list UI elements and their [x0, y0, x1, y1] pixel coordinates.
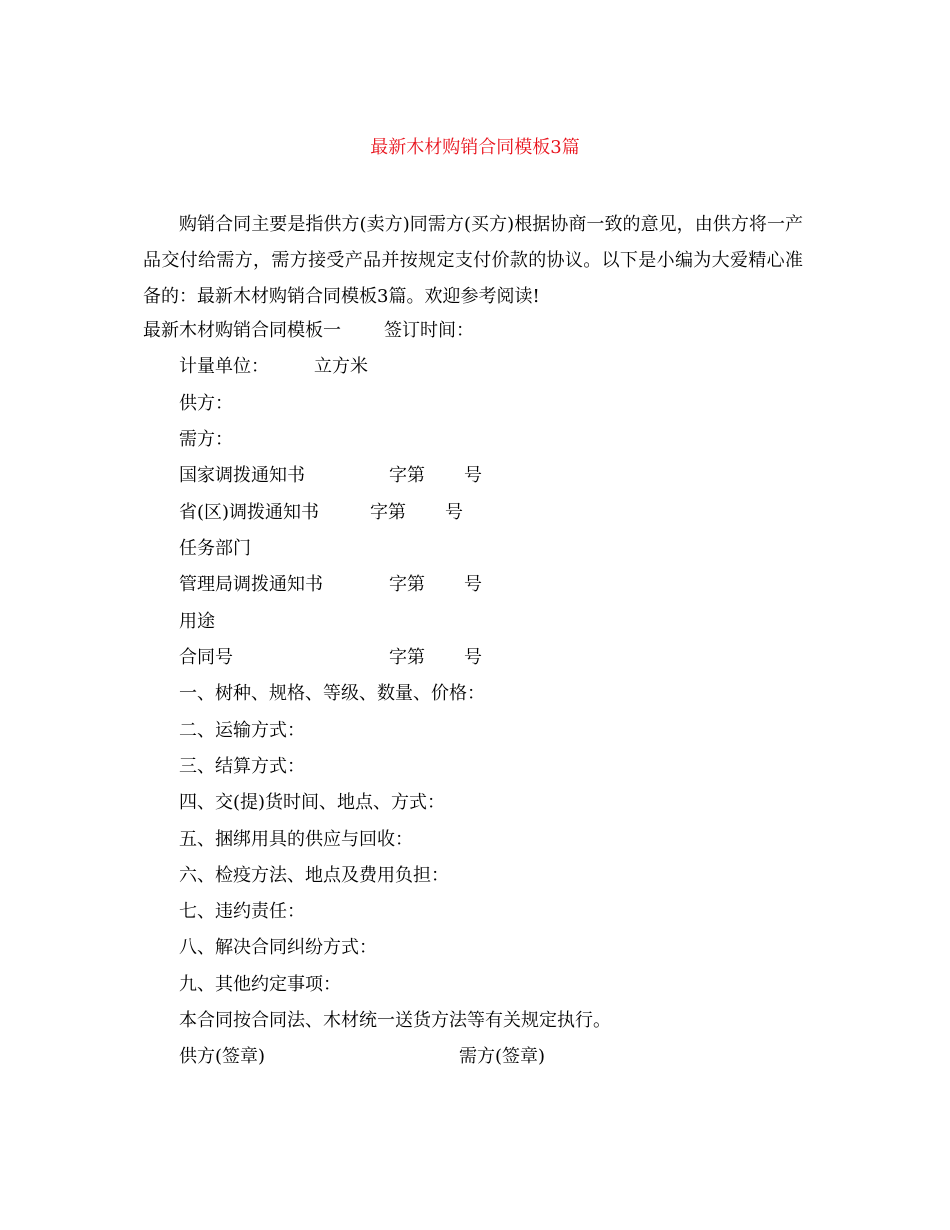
unit-value: 立方米 — [314, 356, 368, 377]
supplier-signature-label: 供方(签章) — [179, 1046, 266, 1067]
clause-2: 二、运输方式： — [179, 720, 305, 741]
provincial-notice-zidi: 字第 — [370, 502, 406, 523]
national-notice-zidi: 字第 — [389, 465, 425, 486]
sign-time-label: 签订时间： — [384, 320, 474, 341]
template-heading: 最新木材购销合同模板一 — [143, 320, 341, 341]
provincial-notice-hao: 号 — [445, 502, 463, 523]
national-notice-hao: 号 — [464, 465, 482, 486]
closing-statement: 本合同按合同法、木材统一送货方法等有关规定执行。 — [179, 1010, 611, 1031]
national-notice-label: 国家调拨通知书 — [179, 465, 305, 486]
buyer-label: 需方： — [179, 429, 233, 450]
document-title: 最新木材购销合同模板3篇 — [370, 137, 580, 158]
contract-no-hao: 号 — [464, 647, 482, 668]
bureau-notice-hao: 号 — [464, 574, 482, 595]
task-dept-label: 任务部门 — [179, 538, 251, 559]
contract-no-zidi: 字第 — [389, 647, 425, 668]
clause-8: 八、解决合同纠纷方式： — [179, 937, 377, 958]
usage-label: 用途 — [179, 611, 215, 632]
clause-3: 三、结算方式： — [179, 756, 305, 777]
supplier-label: 供方： — [179, 393, 233, 414]
clause-5: 五、捆绑用具的供应与回收： — [179, 829, 413, 850]
contract-no-label: 合同号 — [179, 647, 233, 668]
bureau-notice-zidi: 字第 — [389, 574, 425, 595]
clause-6: 六、检疫方法、地点及费用负担： — [179, 865, 449, 886]
clause-7: 七、违约责任： — [179, 901, 305, 922]
bureau-notice-label: 管理局调拨通知书 — [179, 574, 323, 595]
buyer-signature-label: 需方(签章) — [459, 1046, 546, 1067]
intro-paragraph: 购销合同主要是指供方(卖方)同需方(买方)根据协商一致的意见，由供方将一产品交付给需方，需方接受产品并按规定支付价款的协议。以下是小编为大爱精心准备的：最新木材购销合同模板3篇。欢迎参考阅读! — [143, 214, 803, 307]
provincial-notice-label: 省(区)调拨通知书 — [179, 502, 320, 523]
unit-label: 计量单位： — [179, 356, 269, 377]
clause-1: 一、树种、规格、等级、数量、价格： — [179, 683, 485, 704]
clause-4: 四、交(提)货时间、地点、方式： — [179, 792, 446, 813]
clause-9: 九、其他约定事项： — [179, 974, 341, 995]
